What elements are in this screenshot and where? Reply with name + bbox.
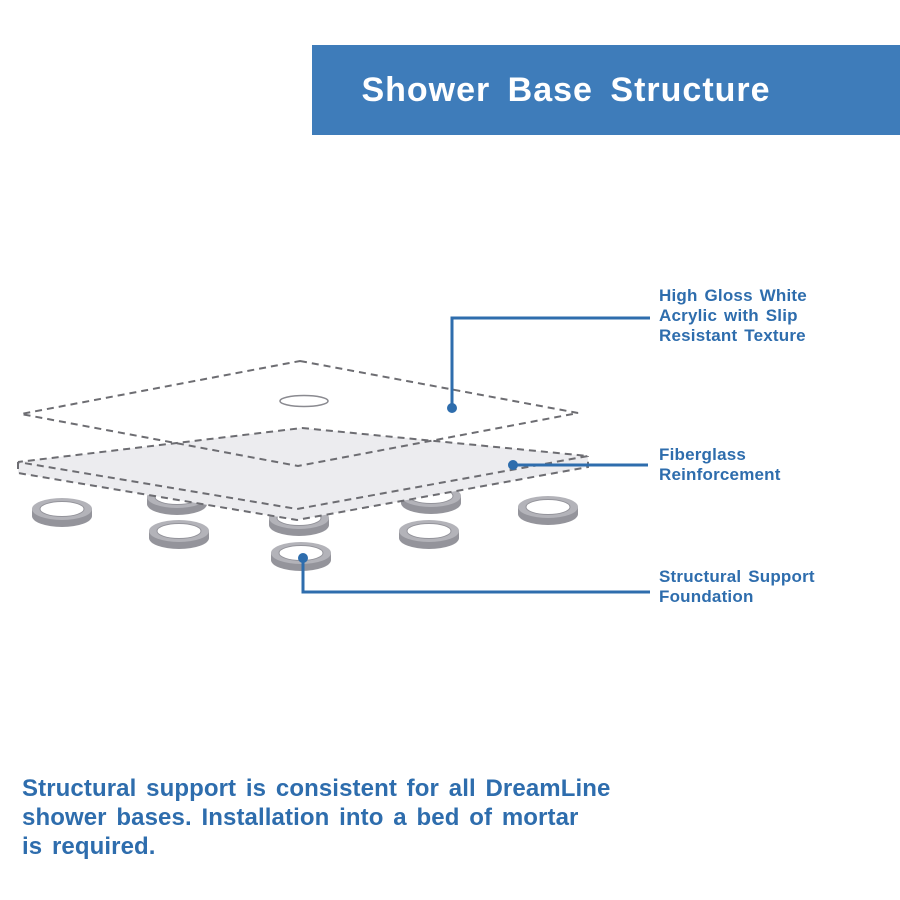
acrylic-callout-dot	[447, 403, 457, 413]
support-ring	[149, 520, 209, 549]
footer-note-line: is required.	[22, 833, 156, 860]
fiberglass-label	[659, 445, 781, 485]
foundation-label	[659, 567, 815, 607]
page-title: Shower Base Structure	[361, 70, 771, 109]
footer-note-line: Structural support is consistent for all DreamLine	[22, 775, 611, 802]
fiberglass-label-line: Fiberglass	[659, 445, 747, 464]
foundation-label-line: Structural Support	[659, 567, 815, 586]
fiberglass-layer	[18, 428, 588, 520]
support-ring	[32, 498, 92, 527]
fiberglass-callout-dot	[508, 460, 518, 470]
foundation-callout-line	[303, 558, 650, 592]
acrylic-label-line: High Gloss White	[659, 286, 807, 305]
support-ring	[399, 520, 459, 549]
fiberglass-label-line: Reinforcement	[659, 465, 781, 484]
foundation-callout-dot	[298, 553, 308, 563]
drain-hole	[280, 396, 328, 407]
acrylic-label	[659, 286, 807, 346]
foundation-label-line: Foundation	[659, 587, 754, 606]
footer-note-line: shower bases. Installation into a bed of mortar	[22, 804, 579, 831]
acrylic-label-line: Acrylic with Slip	[659, 306, 798, 325]
acrylic-label-line: Resistant Texture	[659, 326, 806, 345]
support-ring	[518, 496, 578, 525]
footer-note	[22, 774, 610, 861]
